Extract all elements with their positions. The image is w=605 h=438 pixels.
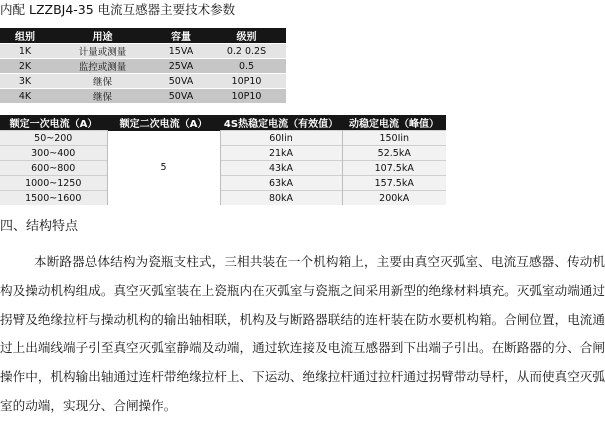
cell-thermal-current: 60Ⅰin [220,131,342,146]
cell-purpose: 继保 [50,89,155,104]
cell-class: 10P10 [207,74,286,89]
table-row [0,74,286,89]
cell-primary-current: 600~800 [0,161,107,176]
table-row [0,146,446,161]
cell-secondary-current: 5 [107,131,220,206]
cell-group: 4K [0,89,50,104]
cell-group: 2K [0,59,50,74]
header-dynamic-current: 动稳定电流（峰值） [342,115,446,131]
cell-capacity: 50VA [155,89,207,104]
cell-dynamic-current: 200kA [342,191,446,206]
secondary-winding-table [0,28,286,103]
table-row [0,89,286,104]
cell-dynamic-current: 107.5kA [342,161,446,176]
header-purpose: 用途 [50,28,155,44]
structure-description-paragraph: 本断路器总体结构为瓷瓶支柱式，三相共装在一个机构箱上，主要由真空灭弧室、电流互感器、传动机构及操动机构组成。真空灭弧室装在上瓷瓶内在灭弧室与瓷瓶之间采用新型的绝缘材料填充。灭弧室动端通过拐臂及绝缘拉杆与操动机构的输出轴相联，机构及与断路器联结的连杆装在防水要机构箱。合闸位置，电流通过上出端线端子引至真空灭弧室静端及动端，通过软连接及电流互感器到下出端子引出。在断路器的分、合闸操作中，机构输出轴通过连杆带绝缘拉杆上、下运动、绝缘拉杆通过拉杆通过拐臂带动导杆，从而使真空灭弧室的动端，实现分、合闸操作。 [0,254,605,413]
table-row [0,191,446,206]
table-header-row [0,115,446,131]
header-capacity: 容量 [155,28,207,44]
table-header-row [0,28,286,44]
cell-primary-current: 50~200 [0,131,107,146]
table-row [0,131,446,146]
header-secondary-current: 额定二次电流（A） [107,115,220,131]
cell-purpose: 计量或测量 [50,44,155,59]
cell-dynamic-current: 52.5kA [342,146,446,161]
cell-thermal-current: 63kA [220,176,342,191]
cell-class: 0.5 [207,59,286,74]
cell-thermal-current: 43kA [220,161,342,176]
table-row [0,44,286,59]
table-row [0,161,446,176]
cell-purpose: 监控或测量 [50,59,155,74]
cell-thermal-current: 80kA [220,191,342,206]
cell-capacity: 50VA [155,74,207,89]
cell-dynamic-current: 150Ⅰin [342,131,446,146]
cell-group: 1K [0,44,50,59]
document-title: 内配 LZZBJ4-35 电流互感器主要技术参数 [0,2,236,17]
current-rating-table [0,115,446,205]
header-class: 级别 [207,28,286,44]
table-row [0,176,446,191]
header-group: 组别 [0,28,50,44]
cell-thermal-current: 21kA [220,146,342,161]
cell-group: 3K [0,74,50,89]
cell-class: 10P10 [207,89,286,104]
header-thermal-current: 4S热稳定电流（有效值） [220,115,342,131]
cell-class: 0.2 0.2S [207,44,286,59]
cell-purpose: 继保 [50,74,155,89]
header-primary-current: 额定一次电流（A） [0,115,107,131]
table-row [0,59,286,74]
cell-capacity: 15VA [155,44,207,59]
cell-primary-current: 1000~1250 [0,176,107,191]
cell-primary-current: 300~400 [0,146,107,161]
section-heading: 四、结构特点 [0,219,79,234]
cell-primary-current: 1500~1600 [0,191,107,206]
cell-dynamic-current: 157.5kA [342,176,446,191]
cell-capacity: 25VA [155,59,207,74]
